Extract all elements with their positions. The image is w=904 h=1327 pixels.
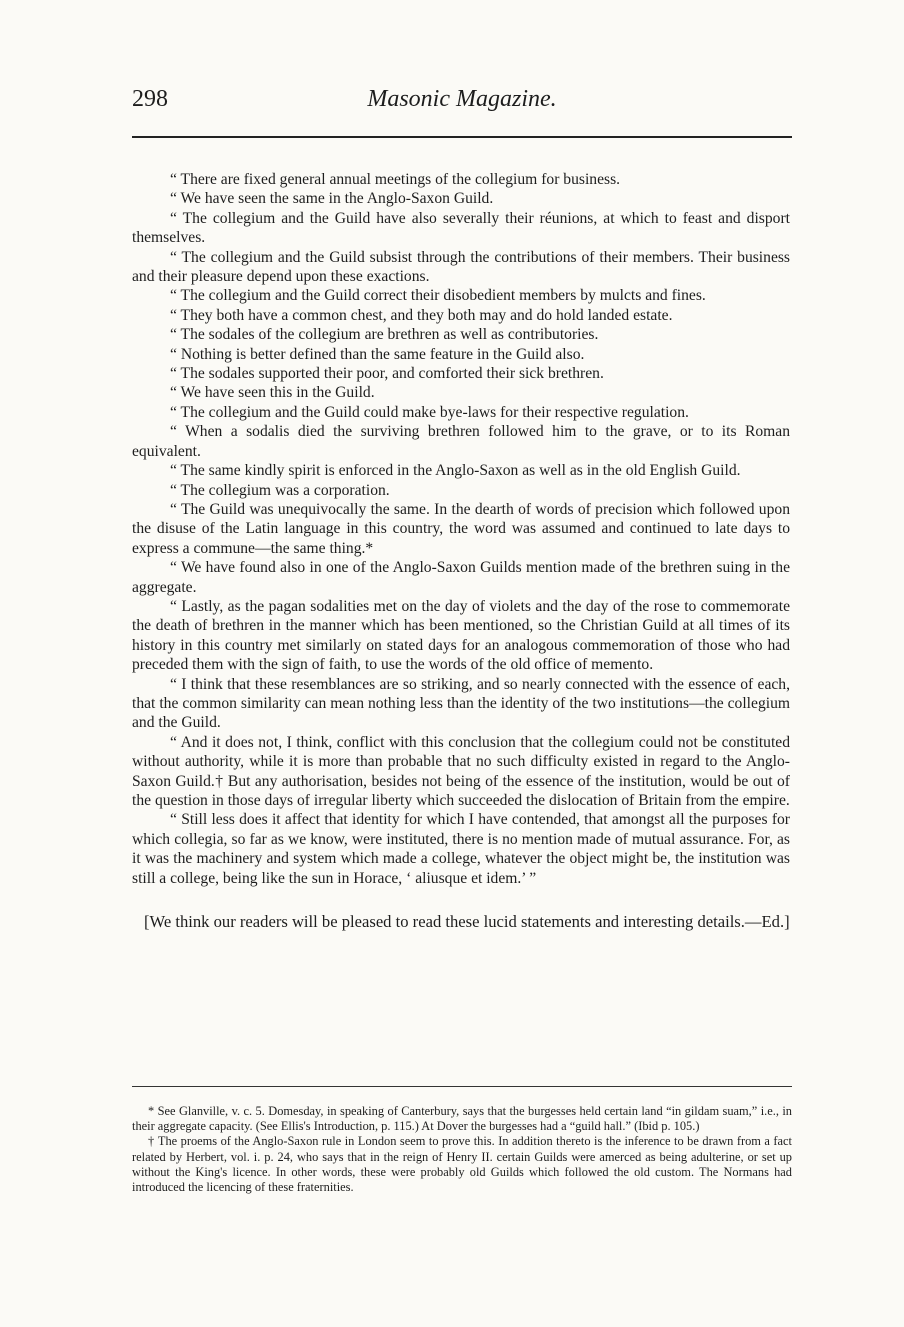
body-paragraph: “ Lastly, as the pagan sodalities met on the day of violets and the day of the rose to commemorate the death of brethren in the manner which has been mentioned, so the Christian Guild at all times of its history in this country met similarly on stated days for an analogous commemoration of those who had preceded them with the sign of faith, to use the words of the old office of memento. — [132, 597, 790, 674]
paragraph-spacer — [132, 888, 790, 912]
body-paragraph: “ They both have a common chest, and they both may and do hold landed estate. — [170, 306, 673, 324]
body-paragraph: “ We have found also in one of the Anglo-Saxon Guilds mention made of the brethren suing in the aggregate. — [132, 559, 790, 596]
body-paragraph: “ The Guild was unequivocally the same. In the dearth of words of precision which followed upon the disuse of the Latin language in this country, the word was assumed and continued to late days to express a commune—the same thing.* — [132, 500, 790, 557]
body-paragraph: “ We have seen the same in the Anglo-Saxon Guild. — [170, 190, 494, 208]
body-paragraph: “ The collegium was a corporation. — [170, 481, 390, 499]
body-paragraph: “ Still less does it affect that identity for which I have contended, that amongst all the purposes for which collegia, so far as we know, were instituted, there is no mention made of mutual assurance. For, as it was the machinery and system which made a college, whatever the object might be, the institution was still a college, being like the sun in Horace, ‘ aliusque et idem.’ ” — [132, 811, 790, 887]
body-paragraph: “ Nothing is better defined than the same feature in the Guild also. — [170, 345, 585, 363]
footnote: * See Glanville, v. c. 5. Domesday, in speaking of Canterbury, says that the burgesses held certain land “in gildam suam,” i.e., in their aggregate capacity. (See Ellis's Introduction, p. 115.) At Dover the burgesses had a “guild hall.” (Ibid p. 105.) — [132, 1104, 792, 1134]
header-rule — [132, 136, 792, 138]
footnote: † The proems of the Anglo-Saxon rule in London seem to prove this. In addition thereto is the inference to be drawn from a fact related by Herbert, vol. i. p. 24, who says that in the reign of Henry II. certain Guilds were amerced as being adulterine, or set up without the King's licence. In other words, these were probably old Guilds which followed the old custom. The Normans had introduced the licencing of these fraternities. — [132, 1134, 792, 1195]
editor-note: [We think our readers will be pleased to read these lucid statements and interesting details.—Ed.] — [144, 912, 790, 932]
body-paragraph: “ The sodales supported their poor, and comforted their sick brethren. — [170, 365, 604, 383]
footnotes — [132, 1104, 792, 1195]
article-body — [132, 170, 790, 932]
body-paragraph: “ The same kindly spirit is enforced in the Anglo-Saxon as well as in the old English Guild. — [170, 462, 741, 480]
body-paragraph: “ The collegium and the Guild subsist through the contributions of their members. Their business and their pleasure depend upon these exactions. — [132, 248, 790, 286]
page-number: 298 — [132, 86, 168, 112]
body-paragraph: “ There are fixed general annual meetings of the collegium for business. — [170, 171, 621, 188]
body-paragraph: “ The collegium and the Guild correct their disobedient members by mulcts and fines. — [170, 287, 706, 305]
body-paragraph: “ And it does not, I think, conflict with this conclusion that the collegium could not be constituted without authority, while it is more than probable that no such difficulty existed in regard to the Anglo-Saxon Guild.† But any authorisation, besides not being of the essence of the institution, would be out of the question in those days of irregular liberty which succeeded the dislocation of Britain from the empire. — [132, 733, 790, 809]
body-paragraph: “ The collegium and the Guild could make bye-laws for their respective regulation. — [170, 403, 689, 421]
running-title: Masonic Magazine. — [367, 86, 557, 112]
body-paragraph: “ The sodales of the collegium are brethren as well as contributories. — [170, 326, 599, 344]
body-paragraph: “ The collegium and the Guild have also severally their réunions, at which to feast and disport themselves. — [132, 209, 790, 247]
footnote-rule — [132, 1086, 792, 1087]
body-paragraph: “ When a sodalis died the surviving brethren followed him to the grave, or to its Roman equivalent. — [132, 423, 790, 460]
page-header — [132, 86, 792, 126]
body-paragraph: “ We have seen this in the Guild. — [170, 384, 375, 402]
body-paragraph: “ I think that these resemblances are so striking, and so nearly connected with the essence of each, that the common similarity can mean nothing less than the identity of the two institutions—the collegium and the Guild. — [132, 675, 790, 732]
